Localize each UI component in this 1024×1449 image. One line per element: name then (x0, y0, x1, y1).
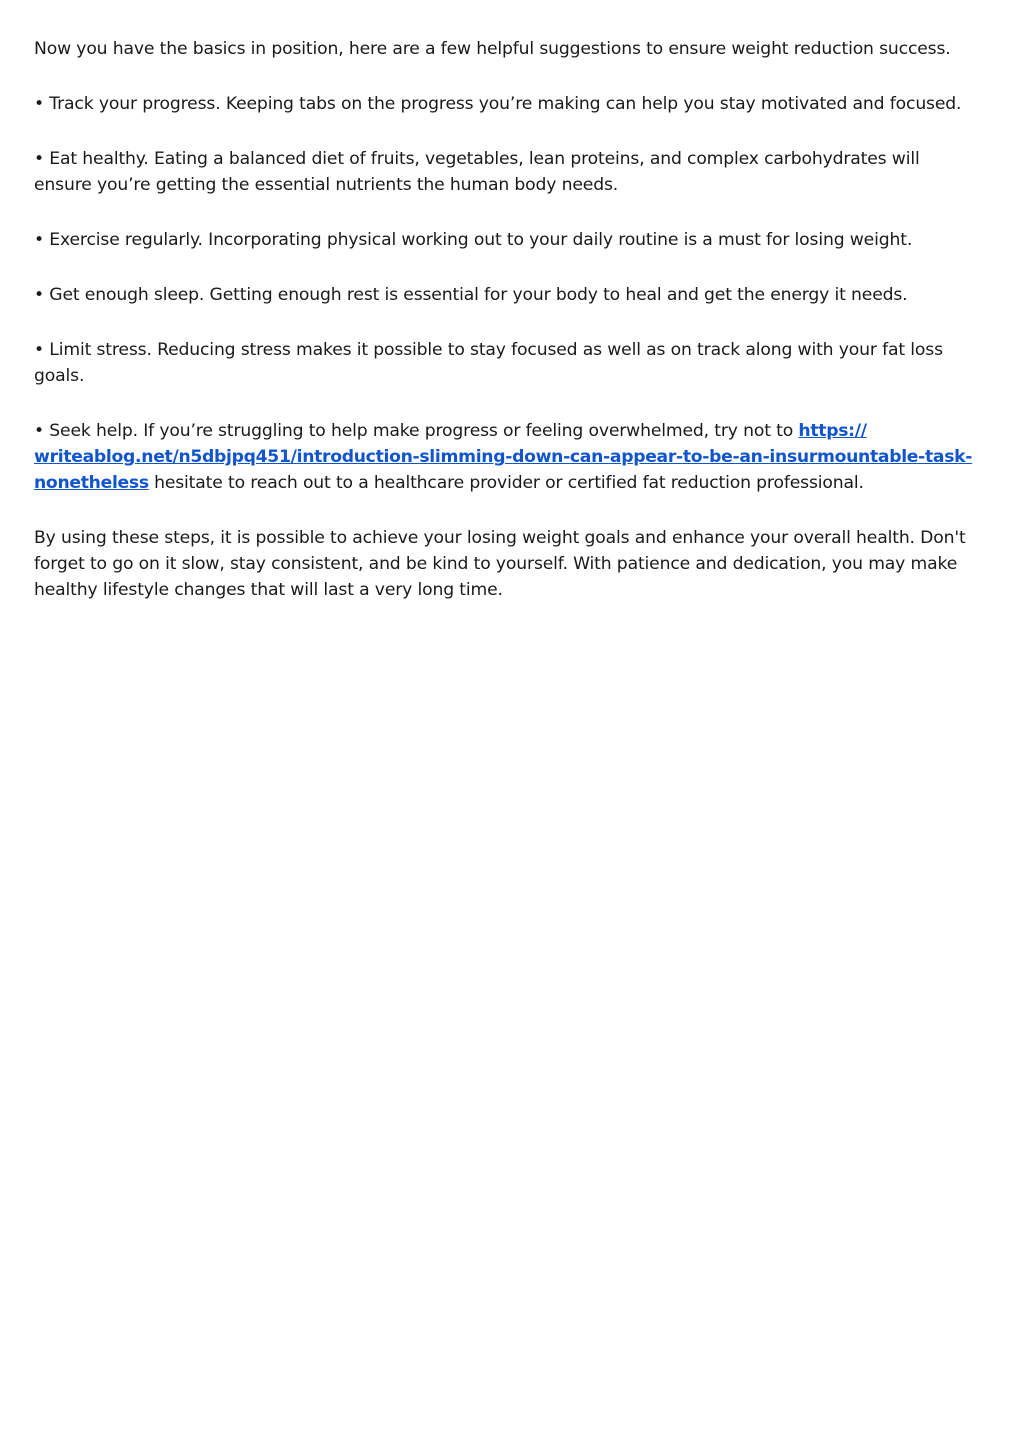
seek-help-text-before: • Seek help. If you’re struggling to help make progress or feeling overwhelmed, try not to (34, 421, 799, 441)
intro-paragraph: Now you have the basics in position, here are a few helpful suggestions to ensure weight reduction success. (34, 39, 951, 59)
tip-sleep: • Get enough sleep. Getting enough rest is essential for your body to heal and get the energy it needs. (34, 285, 908, 305)
tip-seek-help (34, 418, 979, 496)
tip-eat-healthy: • Eat healthy. Eating a balanced diet of fruits, vegetables, lean proteins, and complex carbohydrates will ensure you’re getting the essential nutrients the human body needs. (34, 149, 920, 195)
tip-limit-stress: • Limit stress. Reducing stress makes it possible to stay focused as well as on track along with your fat loss goals. (34, 340, 943, 386)
conclusion-paragraph: By using these steps, it is possible to achieve your losing weight goals and enhance your overall health. Don't forget to go on it slow, stay consistent, and be kind to yourself. With patience and dedication, you may make healthy lifestyle changes that will last a very long time. (34, 528, 966, 600)
tip-track-progress: • Track your progress. Keeping tabs on the progress you’re making can help you stay motivated and focused. (34, 94, 962, 114)
article-link[interactable]: https://writeablog.net/n5dbjpq451/introduction-slimming-down-can-appear-to-be-an-insurmountable-task-nonetheless (34, 421, 973, 493)
seek-help-text-after: hesitate to reach out to a healthcare provider or certified fat reduction professional. (148, 473, 864, 493)
document-body (34, 36, 979, 632)
tip-exercise: • Exercise regularly. Incorporating physical working out to your daily routine is a must for losing weight. (34, 230, 913, 250)
